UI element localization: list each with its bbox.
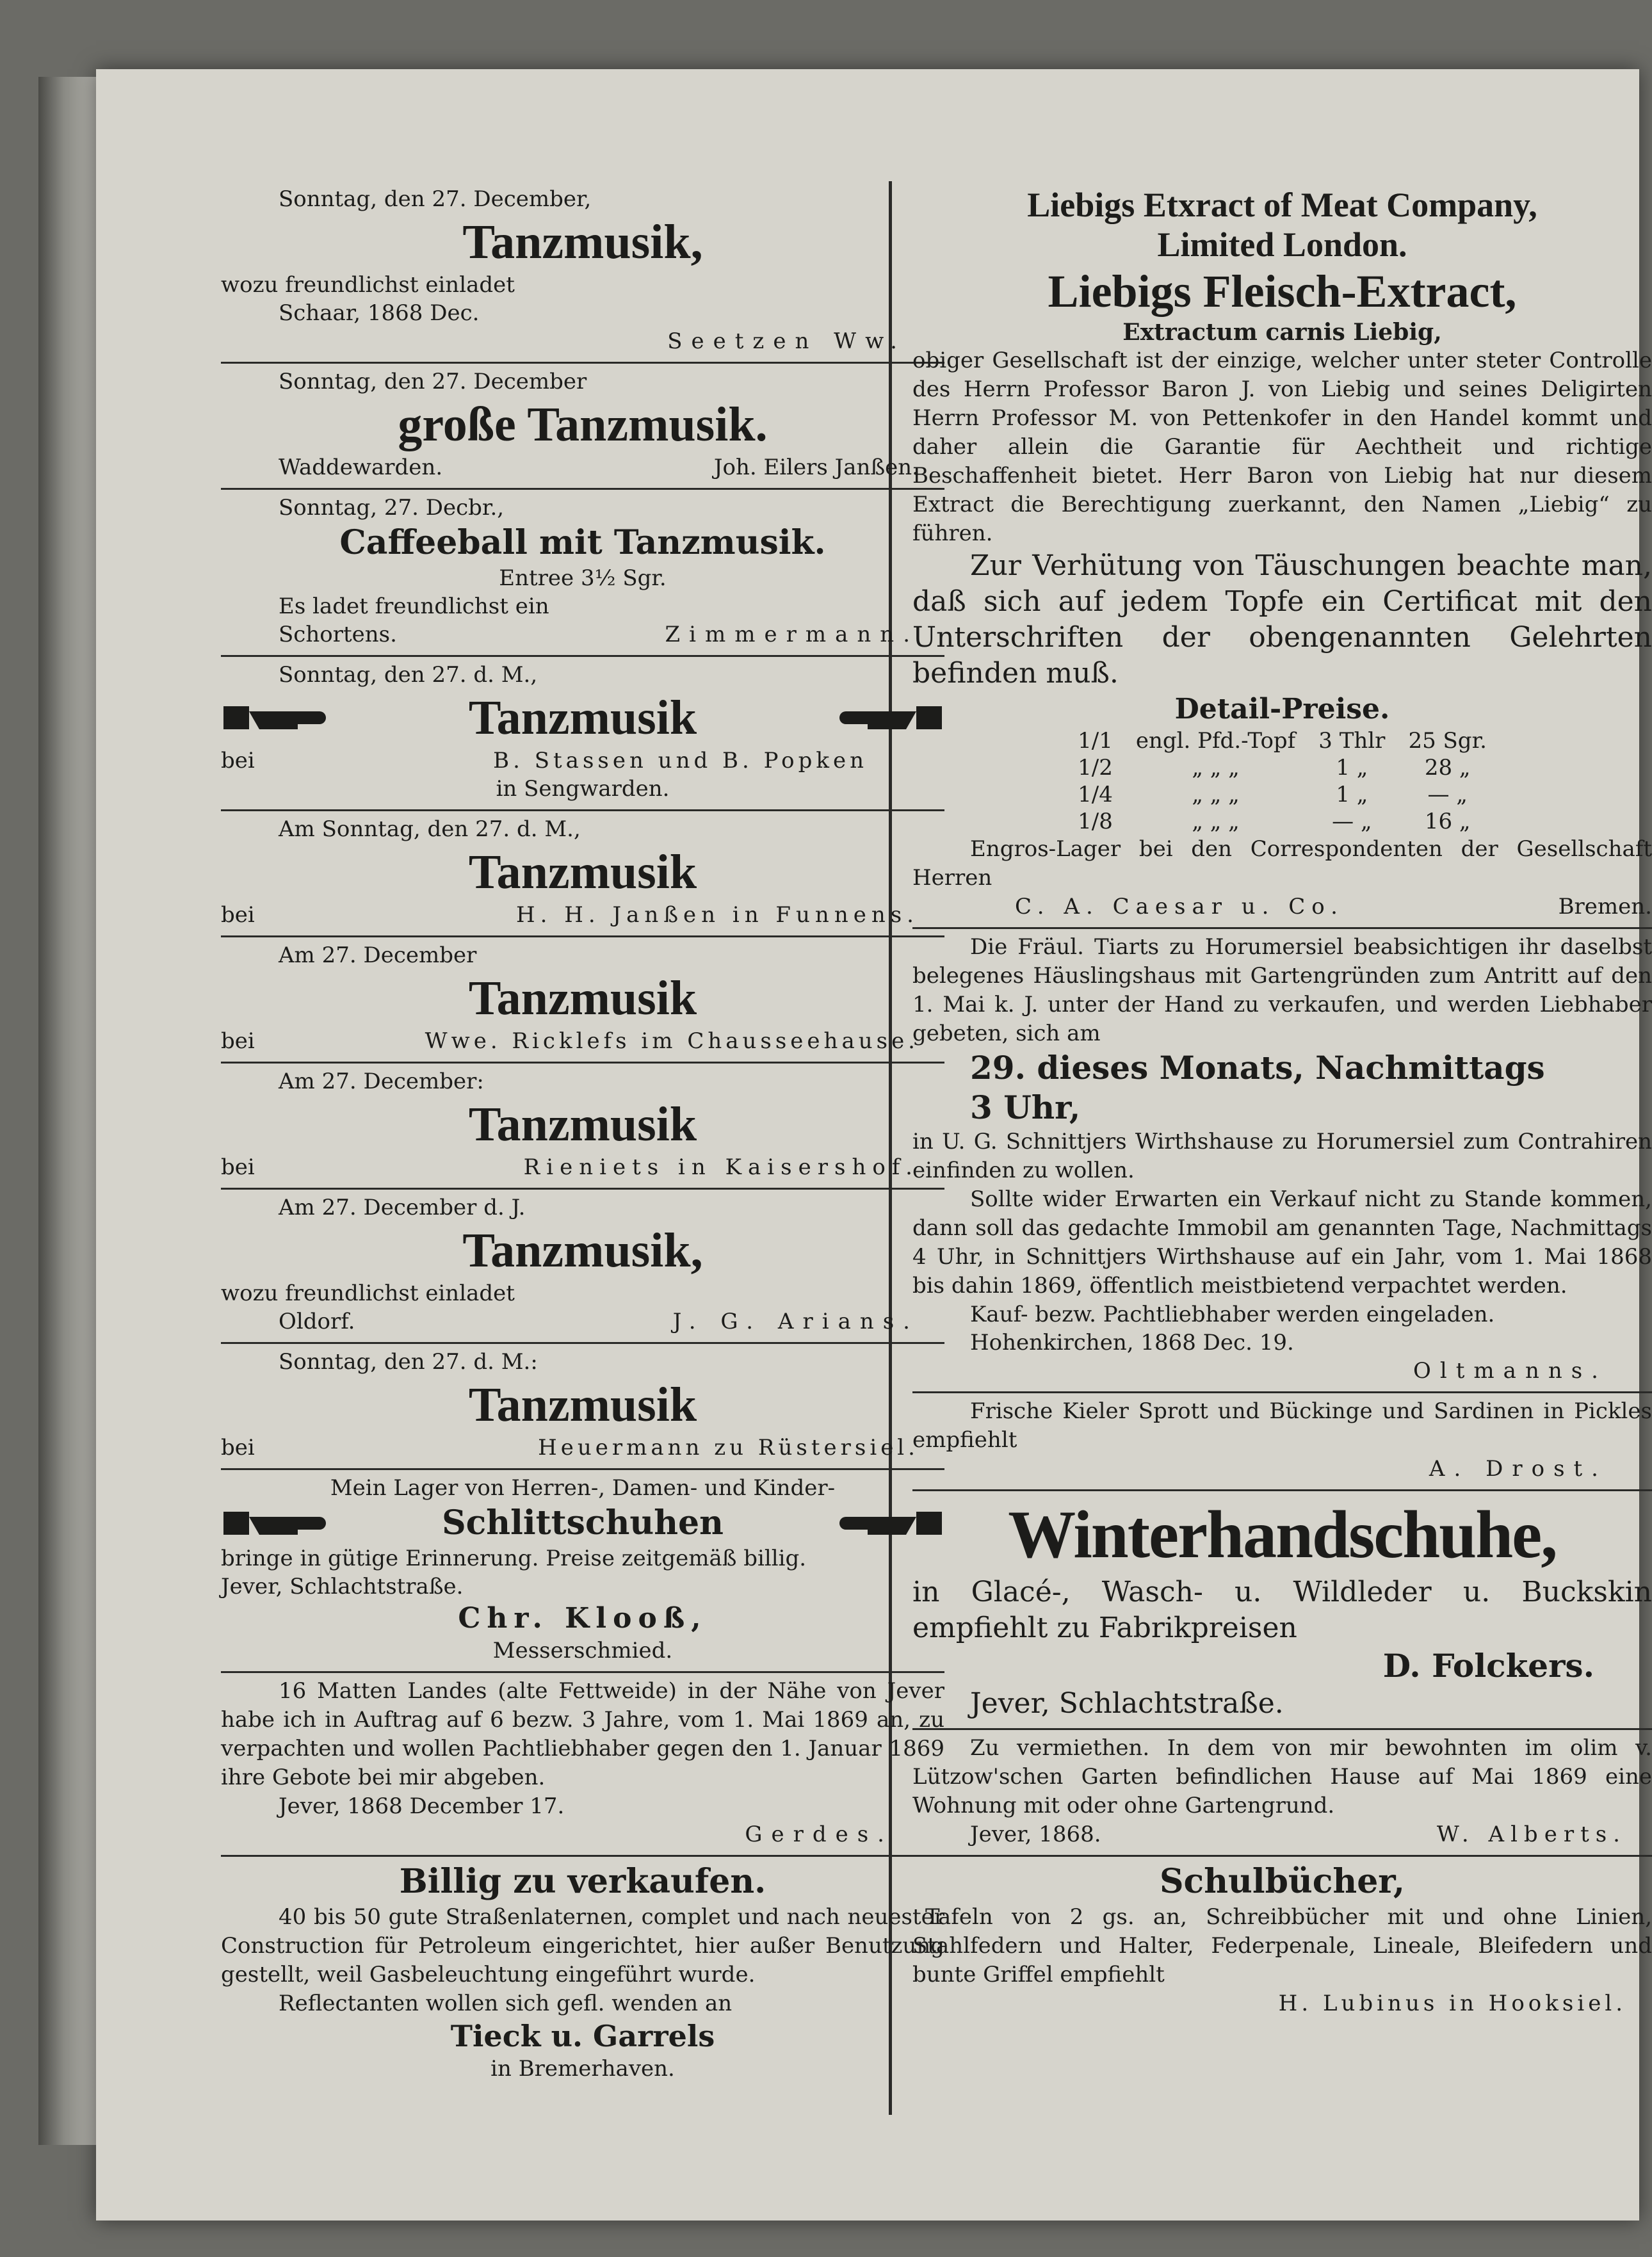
ad-line: Sonntag, den 27. d. M., [279, 662, 538, 688]
price-cell: — „ [1427, 782, 1468, 807]
ad-signature: Wwe. Ricklefs im Chausseehause. [425, 1028, 919, 1054]
ad-headline: Tanzmusik [468, 691, 697, 745]
ad-line: in Bremerhaven. [490, 2056, 675, 2082]
house-body: in U. G. Schnittjers Wirthshause zu Horumersiel zum Contrahiren einfinden zu wollen. [912, 1129, 1652, 1183]
liebig-latin: Extractum carnis Liebig, [1122, 319, 1442, 346]
house-body: Sollte wider Erwarten ein Verkauf nicht zu Stande kommen, dann soll das gedachte Immobil am genannten Tage, Nachmittags 4 Uhr, in Schnittjers Wirthshause auf ein Jahr, vom 1. Mai 1868 bis dahin 1869, öffentlich meistbietend verpachtet werden. [912, 1186, 1652, 1298]
ad-ricklefs [221, 937, 944, 1064]
price-cell: 1/1 [1078, 728, 1113, 754]
price-cell: 1 „ [1336, 782, 1368, 807]
rent-body: Zu vermiethen. In dem von mir bewohnten im olim v. Lützow'schen Garten befindlichen Hause auf Mai 1869 eine Wohnung mit oder ohne Gartengrund. [912, 1735, 1652, 1818]
liebig-body: obiger Gesellschaft ist der einzige, welcher unter steter Controlle des Herrn Professor Baron J. von Liebig und seines Deligirten Herrn Professor M. von Pettenkofer in den Handel kommt und daher allein die Garantie für Aechtheit und richtige Beschaffenheit bietet. Herr Baron von Liebig hat nur diesem Extract die Berechtigung zuerkannt, den Namen „Liebig“ zu führen. [912, 348, 1652, 546]
table-row [1066, 808, 1498, 835]
ad-signature: Heuermann zu Rüstersiel. [538, 1435, 919, 1460]
ad-headline: große Tanzmusik. [398, 398, 768, 451]
liebig-subtitle: Limited London. [1157, 225, 1407, 264]
table-row [1066, 754, 1498, 781]
gloves-body: in Glacé-, Wasch- u. Wildleder u. Buckskin empfiehlt zu Fabrikpreisen [912, 1576, 1652, 1644]
books-title: Schulbücher, [1159, 1862, 1405, 1901]
ad-alberts [912, 1730, 1652, 1857]
ad-arians [221, 1190, 944, 1344]
ad-body: 40 bis 50 gute Straßenlaternen, complet und nach neuester Construction für Petroleum eingerichtet, hier außer Benutzung gestellt, weil Gasbeleuchtung eingeführt wurde. [221, 1904, 944, 1987]
ad-headline: Caffeeball mit Tanzmusik. [339, 523, 826, 562]
ad-line: Am 27. December: [279, 1069, 484, 1094]
ad-line: wozu freundlichst einladet [221, 1281, 515, 1306]
ad-place: Oldorf. [279, 1309, 355, 1334]
prices-title: Detail-Preise. [1174, 693, 1390, 725]
ad-signature: Rieniets in Kaisershof. [523, 1154, 919, 1180]
ad-line: Sonntag, den 27. d. M.: [279, 1349, 538, 1375]
house-body: Kauf- bezw. Pachtliebhaber werden eingeladen. [970, 1302, 1495, 1327]
price-cell: 28 „ [1424, 755, 1471, 781]
gloves-firm: D. Folckers. [1382, 1647, 1594, 1685]
right-column [912, 181, 1652, 2024]
price-cell: 25 Sgr. [1408, 728, 1487, 754]
ad-place: Waddewarden. [279, 455, 443, 480]
ad-line: Am Sonntag, den 27. d. M., [279, 816, 581, 842]
ad-signature: Joh. Eilers Janßen. [713, 455, 919, 480]
ad-tiarts-house [912, 929, 1652, 1393]
ad-folckers [912, 1491, 1652, 1730]
price-cell: 1/2 [1078, 755, 1113, 781]
ad-tieck-garrels [221, 1857, 944, 2089]
ad-line: Es ladet freundlichst ein [279, 594, 549, 619]
ad-line: bei [221, 1028, 255, 1054]
ad-place-date: Jever, 1868 December 17. [279, 1793, 565, 1819]
table-row [1066, 781, 1498, 808]
price-cell: „ „ „ [1192, 755, 1240, 781]
table-row [1066, 727, 1498, 754]
ad-signature: J. G. Arians. [672, 1309, 919, 1334]
ad-line: Sonntag, 27. Decbr., [279, 495, 505, 521]
price-cell: 1/4 [1078, 782, 1113, 807]
ad-line: Sonntag, den 27. December, [279, 186, 592, 212]
ad-signature: Seetzen Ww. [667, 328, 906, 354]
price-cell: 16 „ [1424, 809, 1471, 834]
price-cell: „ „ „ [1192, 809, 1240, 834]
price-cell: 3 Thlr [1318, 728, 1386, 754]
house-place-date: Hohenkirchen, 1868 Dec. 19. [970, 1330, 1294, 1355]
ad-heuermann [221, 1344, 944, 1470]
ad-place: Schortens. [279, 622, 397, 647]
ad-stassen-popken [221, 657, 944, 811]
ad-headline: Tanzmusik, [462, 215, 703, 269]
ad-janssen-waddewarden [221, 364, 944, 490]
newspaper-page [96, 69, 1652, 2221]
ad-klooss [221, 1470, 944, 1673]
sprott-signature: A. Drost. [1429, 1456, 1607, 1482]
ad-janssen-funnens [221, 811, 944, 937]
ad-liebig [912, 181, 1652, 929]
ad-line: bei [221, 1154, 255, 1180]
ad-signature: Zimmermann. [665, 622, 919, 647]
ad-headline: Billig zu verkaufen. [399, 1862, 766, 1901]
ad-signature: Chr. Klooß, [458, 1602, 708, 1635]
ad-headline: Tanzmusik [468, 845, 697, 899]
ad-line: Reflectanten wollen sich gefl. wenden an [279, 1991, 733, 2016]
house-body: Die Fräul. Tiarts zu Horumersiel beabsichtigen ihr daselbst belegenes Häuslingshaus mit Gartengründen zum Antritt auf den 1. Mai k. J. unter der Hand zu verkaufen, und werden Liebhaber gebeten, sich am [912, 934, 1652, 1046]
gloves-title: Winterhandschuhe, [1008, 1497, 1557, 1572]
ad-zimmermann [221, 490, 944, 657]
price-cell: engl. Pfd.-Topf [1135, 728, 1296, 754]
ad-line: bringe in gütige Erinnerung. Preise zeitgemäß billig. [221, 1546, 807, 1571]
ad-line: Entree 3½ Sgr. [499, 565, 667, 591]
house-time: 3 Uhr, [970, 1088, 1081, 1126]
rent-signature: W. Alberts. [1436, 1822, 1626, 1847]
ad-line: Messerschmied. [492, 1638, 673, 1663]
ad-headline: Tanzmusik [468, 971, 697, 1025]
ad-headline: Tanzmusik [468, 1097, 697, 1151]
price-table [1066, 727, 1498, 835]
ad-signature: Tieck u. Garrels [450, 2019, 715, 2053]
ad-headline: Schlittschuhen [442, 1503, 724, 1542]
price-cell: 1/8 [1078, 809, 1113, 834]
ad-lubinus [912, 1857, 1652, 2024]
ad-line: Sonntag, den 27. December [279, 369, 587, 394]
ad-line: bei [221, 748, 255, 773]
left-column [221, 181, 944, 2089]
ad-line: Schaar, 1868 Dec. [279, 300, 480, 326]
rent-place: Jever, 1868. [970, 1822, 1101, 1847]
ad-signature: Gerdes. [745, 1822, 893, 1847]
ad-headline: Tanzmusik [468, 1378, 697, 1432]
ad-signature: B. Stassen und B. Popken [493, 748, 868, 773]
ad-line: Mein Lager von Herren-, Damen- und Kinder- [330, 1475, 836, 1501]
ad-drost [912, 1393, 1652, 1491]
ad-line: in Sengwarden. [496, 776, 670, 802]
price-cell: „ „ „ [1192, 782, 1240, 807]
ad-signature: H. H. Janßen in Funnens. [515, 902, 919, 928]
book-spine [38, 77, 102, 2145]
pointing-hand-right-icon [221, 1503, 355, 1544]
liebig-headline: Liebigs Fleisch-Extract, [1048, 266, 1517, 317]
ad-line: Am 27. December d. J. [279, 1195, 526, 1220]
ad-seetzen [221, 181, 944, 364]
liebig-engros: Engros-Lager bei den Correspondenten der Gesellschaft Herren [912, 836, 1652, 891]
house-date: 29. dieses Monats, Nachmittags [970, 1049, 1545, 1087]
gloves-place: Jever, Schlachtstraße. [970, 1687, 1284, 1720]
ad-line: wozu freundlichst einladet [221, 272, 515, 298]
liebig-title: Liebigs Etxract of Meat Company, [1027, 186, 1537, 224]
ad-line: bei [221, 902, 255, 928]
ad-line: bei [221, 1435, 255, 1460]
books-signature: H. Lubinus in Hooksiel. [1278, 1991, 1626, 2016]
ad-line: Jever, Schlachtstraße. [221, 1574, 464, 1599]
house-signature: Oltmanns. [1413, 1358, 1607, 1384]
price-cell: 1 „ [1336, 755, 1368, 781]
price-cell: — „ [1332, 809, 1372, 834]
ad-body: 16 Matten Landes (alte Fettweide) in der Nähe von Jever habe ich in Auftrag auf 6 bezw. 3 Jahre, vom 1. Mai 1869 an, zu verpachten und wollen Pachtliebhaber gegen den 1. Januar 1869 ihre Gebote bei mir abgeben. [221, 1678, 944, 1790]
ad-gerdes [221, 1673, 944, 1857]
ad-headline: Tanzmusik, [462, 1224, 703, 1277]
ad-rieniets [221, 1064, 944, 1190]
books-body: Tafeln von 2 gs. an, Schreibbücher mit und ohne Linien, Stahlfedern und Halter, Federpenale, Lineale, Bleifedern und bunte Griffel empfiehlt [912, 1904, 1652, 1987]
pointing-hand-right-icon [221, 697, 355, 738]
liebig-firm: C. A. Caesar u. Co. [1015, 894, 1344, 919]
sprott-body: Frische Kieler Sprott und Bückinge und Sardinen in Pickles empfiehlt [912, 1398, 1652, 1453]
liebig-warning: Zur Verhütung von Täuschungen beachte man, daß sich auf jedem Topfe ein Certificat mit den Unterschriften der obengenannten Gelehrten befinden muß. [912, 549, 1652, 690]
liebig-city: Bremen. [1558, 894, 1652, 919]
ad-line: Am 27. December [279, 942, 477, 968]
